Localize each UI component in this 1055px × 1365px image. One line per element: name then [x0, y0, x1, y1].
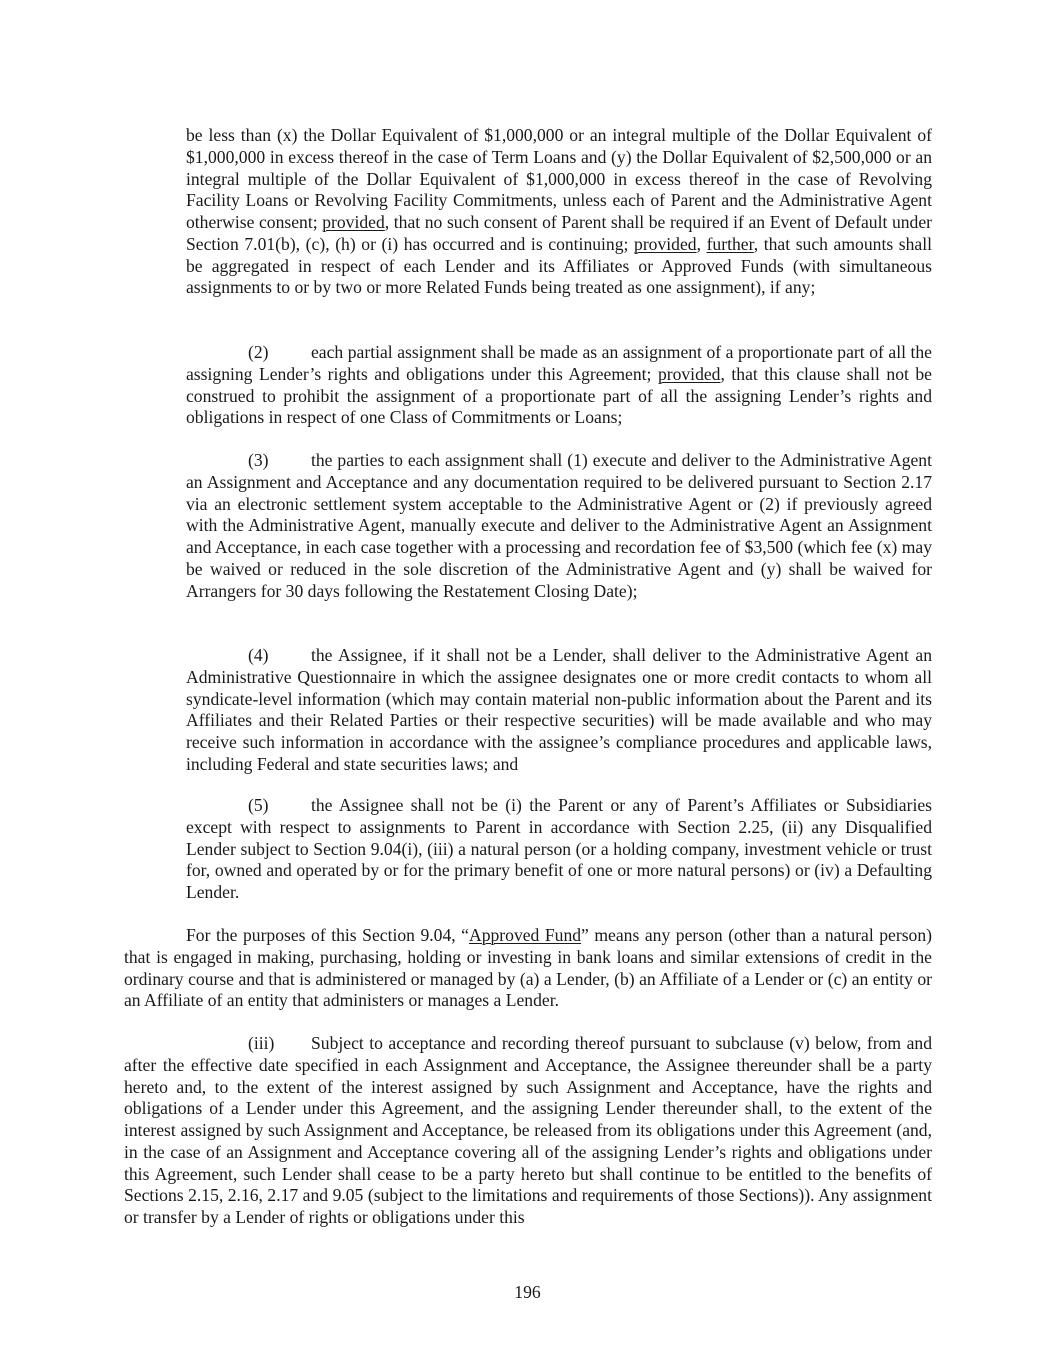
- clause-text: the Assignee, if it shall not be a Lender, shall deliver to the Administrative Agent an Administrative Questionnaire in which the assignee designates one or more credit contacts to whom all syndicate-level information (which may contain material non-public information about the Parent and its Affiliates and their Related Parties or their respective securities) will be made available and who may receive such information in accordance with the assignee’s compliance procedures and applicable laws, including Federal and state securities laws; and: [186, 645, 932, 774]
- clause-2: [186, 342, 932, 429]
- clause-text: the Assignee shall not be (i) the Parent or any of Parent’s Affiliates or Subsidiaries except with respect to assignments to Parent in accordance with Section 2.25, (ii) any Disqualified Lender subject to Section 9.04(i), (iii) a natural person (or a holding company, investment vehicle or trust for, owned and operated by or for the primary benefit of one or more natural persons) or (iv) a Defaulting Lender.: [186, 795, 932, 902]
- page-number: 196: [514, 1282, 541, 1302]
- text-segment: , that no such consent of Parent shall be required if an Event of Default under Section 7.01(b), (c), (h) or (i) has occurred and is continuing;: [186, 212, 933, 254]
- defined-term-approved-fund: Approved Fund: [468, 925, 582, 945]
- defined-term-further: further: [706, 233, 754, 254]
- clause-4: [186, 645, 932, 776]
- paragraph-minimum-amount-continued: [186, 125, 932, 299]
- defined-term-provided: provided: [322, 212, 385, 232]
- clause-number: (iii): [248, 1033, 275, 1053]
- clause-text: Subject to acceptance and recording thereof pursuant to subclause (v) below, from and after the effective date specified in each Assignment and Acceptance, the Assignee thereunder shall be a party hereto and, to the extent of the interest assigned by such Assignment and Acceptance, have the rights and obligations of a Lender under this Agreement, and the assigning Lender thereunder shall, to the extent of the interest assigned by such Assignment and Acceptance, be released from its obligations under this Agreement (and, in the case of an Assignment and Acceptance covering all of the assigning Lender’s rights and obligations under this Agreement, such Lender shall cease to be a party hereto but shall continue to be entitled to the benefits of Sections 2.15, 2.16, 2.17 and 9.05 (subject to the limitations and requirements of those Sections)). Any assignment or transfer by a Lender of rights or obligations under this: [124, 1033, 932, 1227]
- clause-5: [186, 795, 932, 904]
- text-segment: For the purposes of this Section 9.04, “: [186, 925, 469, 945]
- approved-fund-definition: [124, 925, 932, 1012]
- clause-number: (2): [248, 342, 269, 362]
- clause-text: the parties to each assignment shall (1) execute and deliver to the Administrative Agent an Assignment and Acceptance and any documentation required to be delivered pursuant to Section 2.17 via an electronic settlement system acceptable to the Administrative Agent or (2) if previously agreed with the Administrative Agent, manually execute and deliver to the Administrative Agent an Assignment and Acceptance, in each case together with a processing and recordation fee of $3,500 (which fee (x) may be waived or reduced in the sole discretion of the Administrative Agent and (y) shall be waived for Arrangers for 30 days following the Restatement Closing Date);: [186, 450, 932, 601]
- text-segment: ” means any person (other than a natural person) that is engaged in making, purchasing, holding or investing in bank loans and similar extensions of credit in the ordinary course and that is administered or managed by (a) a Lender, (b) an Affiliate of a Lender or (c) an entity or an Affiliate of an entity that administers or manages a Lender.: [124, 925, 932, 1011]
- clause-3: [186, 450, 932, 602]
- clause-number: (3): [248, 450, 269, 470]
- defined-term-provided: provided: [657, 363, 721, 384]
- clause-iii: [124, 1033, 932, 1229]
- defined-term-provided: provided: [634, 233, 697, 254]
- clause-number: (4): [248, 645, 269, 665]
- text-segment: , that this clause shall not be construed to prohibit the assignment of a proportionate part of all the assigning Lender’s rights and obligations in respect of one Class of Commitments or Loans;: [186, 363, 932, 428]
- text-segment: each partial assignment shall be made as an assignment of a proportionate part of all the assigning Lender’s rights and obligations under this Agreement;: [186, 342, 932, 384]
- text-segment: , that such amounts shall be aggregated in respect of each Lender and its Affiliates or Approved Funds (with simultaneous assignments to or by two or more Related Funds being treated as one assignment), if any;: [186, 233, 932, 298]
- text-segment: be less than (x) the Dollar Equivalent of $1,000,000 or an integral multiple of the Dollar Equivalent of $1,000,000 in excess thereof in the case of Term Loans and (y) the Dollar Equivalent of $2,500,000 or an integral multiple of the Dollar Equivalent of $1,000,000 in excess thereof in the case of Revolving Facility Loans or Revolving Facility Commitments, unless each of Parent and the Administrative Agent otherwise consent;: [186, 125, 932, 232]
- clause-number: (5): [248, 795, 269, 815]
- text-segment: ,: [696, 233, 707, 254]
